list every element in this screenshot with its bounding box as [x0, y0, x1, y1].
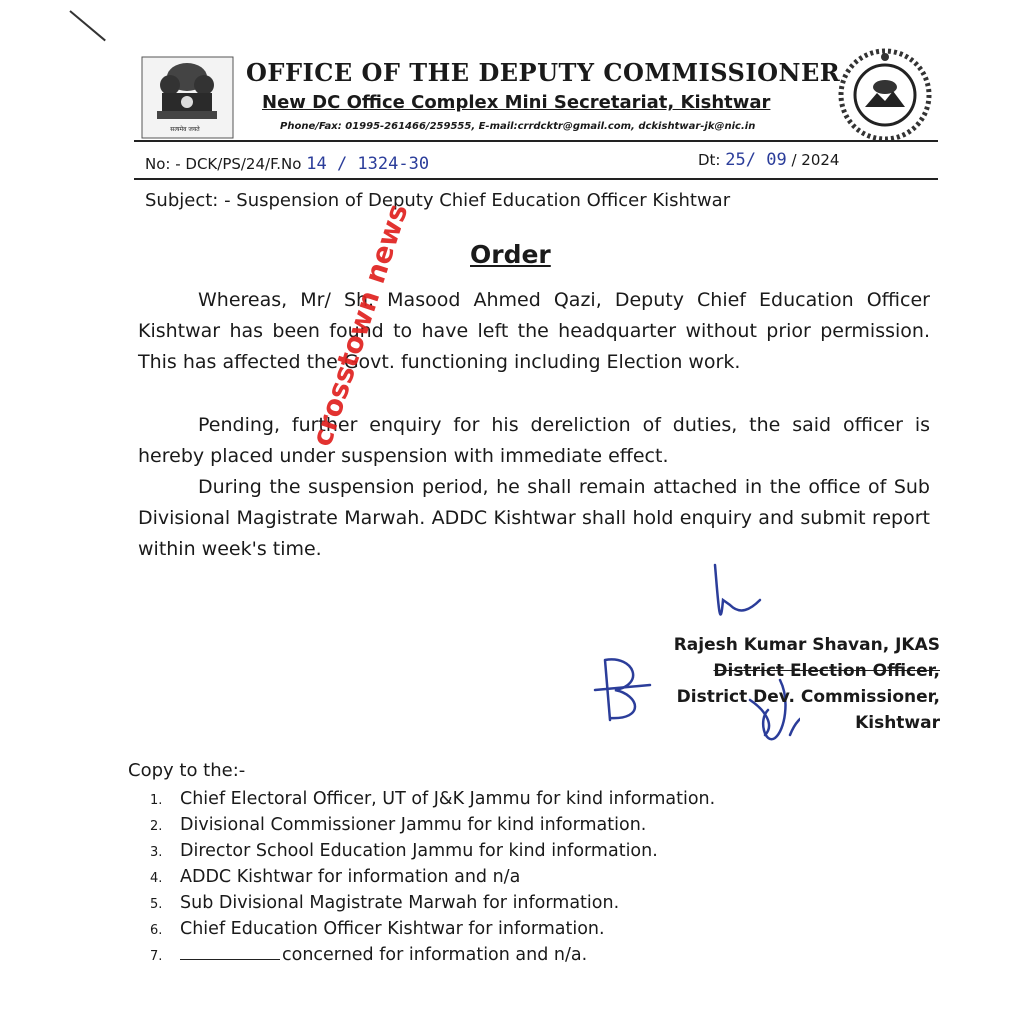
- copy-to-item: 3. Director School Education Jammu for kind information.: [150, 841, 658, 861]
- copy-to-item: 5. Sub Divisional Magistrate Marwah for information.: [150, 893, 620, 913]
- copy-to-heading: Copy to the:-: [128, 760, 246, 781]
- reference-number: [145, 154, 429, 174]
- header-rule-bottom: [134, 178, 938, 180]
- date-year: / 2024: [786, 151, 840, 169]
- signatory-name: Rajesh Kumar Shavan, JKAS: [673, 635, 940, 655]
- blank-line: [180, 959, 280, 960]
- order-paragraph-3: During the suspension period, he shall remain attached in the office of Sub Divisional Magistrate Marwah. ADDC Kishtwar shall hold enquiry and submit report within week's time.: [138, 476, 930, 560]
- office-title: OFFICE OF THE DEPUTY COMMISSIONER: [246, 58, 841, 87]
- copy-to-item: 6. Chief Education Officer Kishtwar for information.: [150, 919, 605, 939]
- copy-to-list: [150, 787, 715, 969]
- emblem-caption: सत्यमेव जयते: [170, 126, 200, 133]
- order-paragraph-1: Whereas, Mr/ Sh. Masood Ahmed Qazi, Deputy Chief Education Officer Kishtwar has been found to have left the headquarter without prior permission. This has affected the Govt. functioning including Election work.: [138, 289, 930, 373]
- order-heading: Order: [470, 240, 551, 269]
- reference-handwritten: 14 / 1324-30: [306, 154, 430, 174]
- copy-to-item: 1. Chief Electoral Officer, UT of J&K Jammu for kind information.: [150, 789, 716, 809]
- office-contact: Phone/Fax: 01995-261466/259555, E-mail:crrdcktr@gmail.com, dckishtwar-jk@nic.in: [280, 121, 756, 132]
- signatory-block: [650, 632, 940, 736]
- office-address: New DC Office Complex Mini Secretariat, Kishtwar: [262, 92, 771, 113]
- reference-label: No: - DCK/PS/24/F.No: [145, 155, 302, 173]
- corner-pen-mark: [69, 10, 106, 41]
- signatory-place: Kishtwar: [855, 713, 940, 733]
- order-paragraph-2: Pending, further enquiry for his dereliction of duties, the said officer is hereby placed under suspension with immediate effect.: [138, 414, 930, 467]
- signatory-designation-1: District Election Officer,: [713, 661, 940, 681]
- copy-to-item: 4. ADDC Kishtwar for information and n/a: [150, 867, 521, 887]
- copy-to-item: 2. Divisional Commissioner Jammu for kind information.: [150, 815, 647, 835]
- date-handwritten: 25/ 09: [725, 150, 787, 170]
- header-rule-top: [134, 140, 938, 142]
- order-date: [698, 150, 839, 170]
- watermark-text: crosstown news: [305, 199, 415, 451]
- date-label: Dt:: [698, 151, 726, 169]
- district-seal-icon: [835, 45, 935, 145]
- signatory-designation-2: District Dev. Commissioner,: [676, 687, 940, 707]
- subject-line: Subject: - Suspension of Deputy Chief Education Officer Kishtwar: [145, 190, 731, 211]
- copy-to-item: 7. concerned for information and n/a.: [150, 945, 588, 965]
